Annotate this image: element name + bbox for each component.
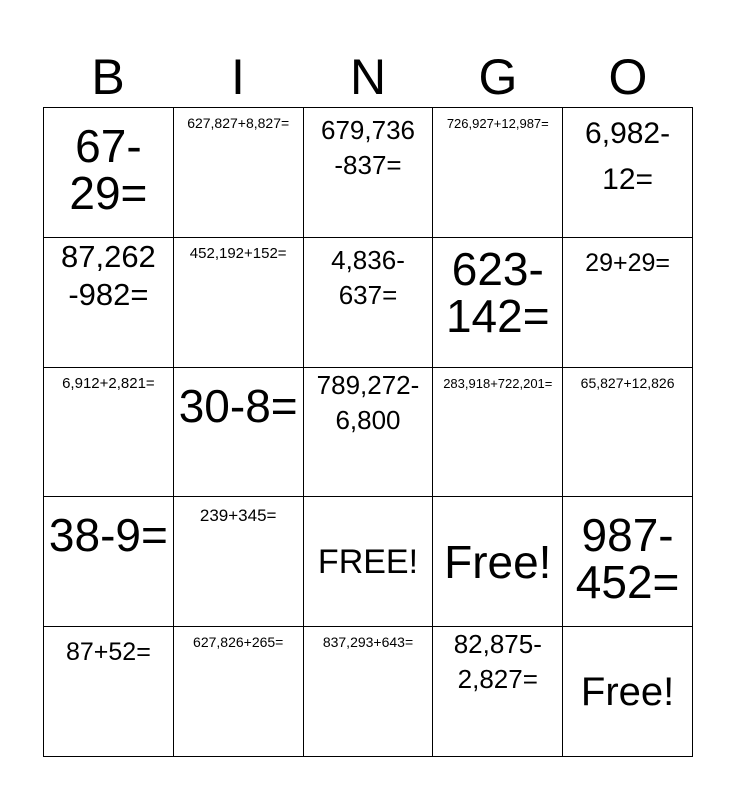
board-row <box>44 237 693 367</box>
bingo-cell <box>44 108 174 238</box>
header-letter-o: O <box>608 49 648 105</box>
cell-text: 627,826+265= <box>193 634 284 651</box>
bingo-cell <box>173 237 303 367</box>
cell-text: Free! <box>444 535 552 588</box>
board-row <box>44 367 693 497</box>
cell-text: 239+345= <box>199 506 277 526</box>
cell-text: 29+29= <box>585 248 670 277</box>
header-letter-g: G <box>478 49 518 105</box>
board-row <box>44 497 693 627</box>
cell-text: 30-8= <box>178 379 298 432</box>
bingo-cell <box>173 497 303 627</box>
bingo-cell-free <box>563 627 693 757</box>
cell-text: 82,875-2,827= <box>453 629 542 695</box>
cell-text: 726,927+12,987= <box>446 116 549 131</box>
board-row <box>44 108 693 238</box>
cell-text: Free! <box>580 669 675 714</box>
bingo-cell-free <box>303 497 433 627</box>
cell-text: 67-29= <box>69 120 148 219</box>
bingo-cell <box>563 108 693 238</box>
bingo-cell <box>433 367 563 497</box>
bingo-cell <box>433 237 563 367</box>
bingo-cell <box>44 497 174 627</box>
bingo-cell <box>303 237 433 367</box>
bingo-cell <box>433 108 563 238</box>
header-letter-b: B <box>91 49 125 105</box>
bingo-cell <box>173 108 303 238</box>
header-letter-i: I <box>231 49 245 105</box>
bingo-cell <box>563 237 693 367</box>
cell-text: 679,736 -837= <box>321 115 415 180</box>
bingo-board <box>43 107 693 757</box>
cell-text: 987-452= <box>575 509 680 609</box>
bingo-cell <box>173 367 303 497</box>
cell-text: 38-9= <box>48 509 168 562</box>
bingo-cell <box>433 627 563 757</box>
cell-text: 623-142= <box>445 242 550 342</box>
bingo-cell <box>563 367 693 497</box>
cell-text: 6,912+2,821= <box>62 374 155 392</box>
cell-text: FREE! <box>317 542 419 581</box>
cell-text: 283,918+722,201= <box>443 375 553 391</box>
bingo-cell <box>44 367 174 497</box>
board-row <box>44 627 693 757</box>
bingo-cell <box>303 627 433 757</box>
cell-text: 65,827+12,826 <box>580 374 675 391</box>
bingo-cell <box>44 627 174 757</box>
bingo-cell-free <box>433 497 563 627</box>
bingo-cell <box>173 627 303 757</box>
cell-text: 789,272-6,800 <box>316 369 420 435</box>
cell-text: 6,982-12= <box>585 117 671 196</box>
cell-text: 452,192+152= <box>189 244 287 262</box>
cell-text: 87,262 -982= <box>60 238 156 312</box>
header-letter-n: N <box>349 49 387 105</box>
cell-text: 4,836-637= <box>331 244 405 310</box>
bingo-cell <box>303 108 433 238</box>
bingo-cell <box>303 367 433 497</box>
cell-text: 837,293+643= <box>322 634 414 651</box>
cell-text: 87+52= <box>65 638 151 667</box>
bingo-header <box>43 47 693 107</box>
cell-text: 627,827+8,827= <box>187 115 290 131</box>
bingo-cell <box>44 237 174 367</box>
bingo-cell <box>563 497 693 627</box>
